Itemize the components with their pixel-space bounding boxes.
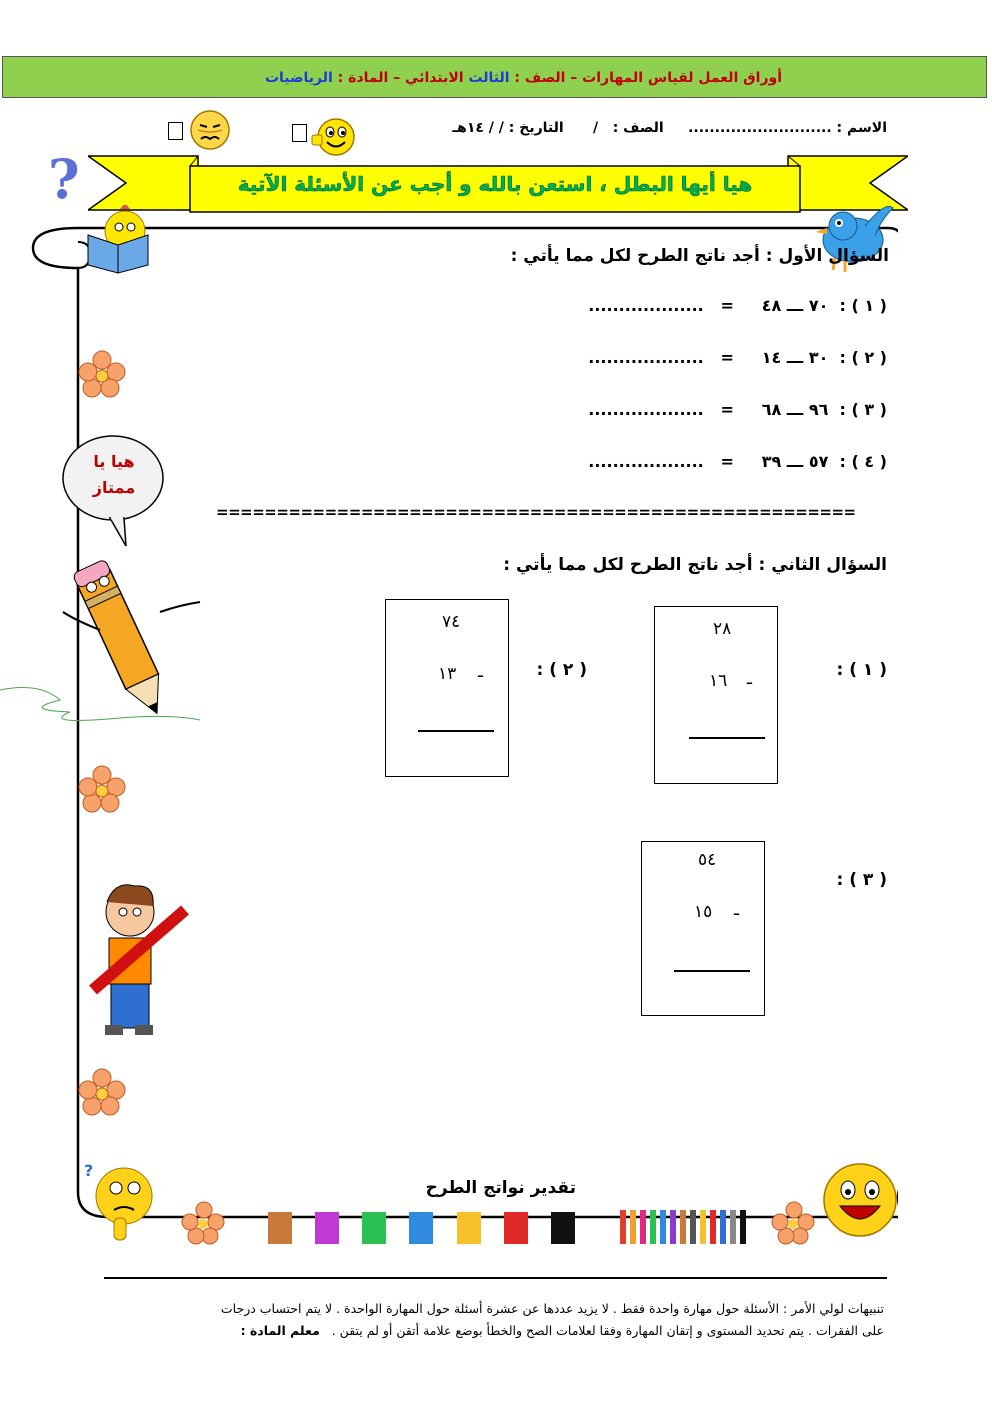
squiggle-line bbox=[0, 680, 210, 740]
q2-top-number: ٥٤ bbox=[698, 850, 717, 870]
q2-answer-line[interactable] bbox=[689, 737, 765, 739]
q1-row-1 bbox=[588, 296, 887, 315]
question1-title: السؤال الأول : أجد ناتج الطرح لكل مما يأتي : bbox=[510, 246, 889, 266]
header-stage: الابتدائي bbox=[405, 70, 464, 86]
q1-row-expr: ٩٦ ـــ ٦٨ bbox=[761, 400, 829, 419]
q1-answer-field[interactable]: ................... bbox=[588, 400, 704, 419]
question-mark-icon bbox=[44, 150, 84, 208]
q1-row-expr: ٥٧ ـــ ٣٩ bbox=[761, 452, 829, 471]
class-label: الصف : bbox=[612, 120, 664, 136]
q1-answer-field[interactable]: ................... bbox=[588, 296, 704, 315]
q1-row-label: ( ٤ ) : bbox=[839, 452, 887, 471]
header-subject-label: المادة : bbox=[337, 70, 389, 86]
q2-minus-sign: ـ bbox=[734, 900, 739, 920]
q1-row-3 bbox=[588, 400, 887, 419]
boy-with-pencil-icon bbox=[85, 880, 195, 1045]
name-field[interactable]: ........................... bbox=[688, 120, 832, 136]
footer-notes bbox=[124, 1298, 884, 1342]
q2-item1-box bbox=[654, 606, 778, 784]
flower-icon bbox=[78, 765, 126, 813]
header-subject-value: الرياضيات bbox=[264, 70, 333, 86]
header-grade-label: الصف : bbox=[514, 70, 566, 86]
q2-item2-label: ( ٢ ) : bbox=[536, 660, 587, 680]
q1-answer-field[interactable]: ................... bbox=[588, 348, 704, 367]
header-title: أوراق العمل لقياس المهارات – الصف : الثالث الابتدائي – المادة : الرياضيات bbox=[264, 70, 782, 86]
bubble-line1: هيا يا bbox=[93, 452, 135, 471]
q2-item1-label: ( ١ ) : bbox=[836, 660, 887, 680]
q1-row-expr: ٧٠ ـــ ٤٨ bbox=[761, 296, 829, 315]
q1-row-label: ( ٣ ) : bbox=[839, 400, 887, 419]
not-mastered-checkbox[interactable] bbox=[168, 122, 183, 140]
student-info-line bbox=[452, 120, 887, 136]
bubble-line2: ممتاز bbox=[92, 478, 136, 497]
q2-item3-label: ( ٣ ) : bbox=[836, 870, 887, 890]
q2-minus-sign: ـ bbox=[747, 669, 752, 689]
q1-answer-field[interactable]: ................... bbox=[588, 452, 704, 471]
crayons-decoration bbox=[180, 1200, 820, 1252]
mastered-checkbox[interactable] bbox=[292, 124, 307, 142]
teacher-label: معلم المادة : bbox=[240, 1323, 320, 1338]
q1-row-label: ( ١ ) : bbox=[839, 296, 887, 315]
flower-icon bbox=[78, 1068, 126, 1116]
svg-text:?: ? bbox=[48, 150, 80, 208]
q1-row-label: ( ٢ ) : bbox=[839, 348, 887, 367]
footer-rule bbox=[104, 1277, 887, 1279]
q1-row-eq: = bbox=[720, 452, 734, 471]
q1-row-eq: = bbox=[720, 400, 734, 419]
q2-top-number: ٧٤ bbox=[442, 612, 461, 632]
sad-face-icon bbox=[188, 108, 232, 152]
q1-row-4 bbox=[588, 452, 887, 471]
section-separator: ===================================================== bbox=[216, 503, 856, 521]
q1-row-2 bbox=[588, 348, 887, 367]
reading-smiley-icon bbox=[80, 205, 158, 277]
footer-line2: على الفقرات . يتم تحديد المستوى و إتقان المهارة وفقا لعلامات الصح والخطأ بوضع علامة أتقن أو لم يتقن . bbox=[331, 1323, 884, 1338]
header-grade-value: الثالث bbox=[468, 70, 510, 86]
laughing-face-icon bbox=[820, 1160, 900, 1240]
svg-text:?: ? bbox=[84, 1161, 94, 1180]
date-label: التاريخ : bbox=[508, 120, 564, 136]
q1-row-expr: ٣٠ ـــ ١٤ bbox=[761, 348, 829, 367]
q1-row-eq: = bbox=[720, 348, 734, 367]
q2-bottom-number: ١٦ bbox=[709, 671, 728, 691]
name-label: الاسم : bbox=[836, 120, 887, 136]
flower-icon bbox=[78, 350, 126, 398]
class-field[interactable]: / bbox=[592, 120, 599, 136]
q2-item3-box bbox=[641, 841, 765, 1016]
q2-minus-sign: ـ bbox=[478, 662, 483, 682]
date-field[interactable]: / / ١٤هـ bbox=[452, 120, 504, 136]
q2-item2-box bbox=[385, 599, 509, 777]
banner-text: هيا أيها البطل ، استعن بالله و أجب عن الأسئلة الآتية bbox=[237, 172, 753, 196]
q2-answer-line[interactable] bbox=[674, 970, 750, 972]
footer-line1: تنبيهات لولي الأمر : الأسئلة حول مهارة واحدة فقط . لا يزيد عددها عن عشرة أسئلة حول المهارة الواحدة . لا يتم احتساب درجات bbox=[220, 1301, 884, 1316]
q1-row-eq: = bbox=[720, 296, 734, 315]
thinking-face-icon bbox=[84, 1158, 154, 1244]
question2-title: السؤال الثاني : أجد ناتج الطرح لكل مما يأتي : bbox=[503, 555, 887, 575]
q2-bottom-number: ١٣ bbox=[438, 664, 457, 684]
q2-bottom-number: ١٥ bbox=[694, 902, 713, 922]
estimate-title: تقدير نواتج الطرح bbox=[425, 1178, 576, 1198]
q2-top-number: ٢٨ bbox=[713, 619, 732, 639]
q2-answer-line[interactable] bbox=[418, 730, 494, 732]
header-worksheets: أوراق العمل لقياس المهارات bbox=[582, 70, 782, 86]
